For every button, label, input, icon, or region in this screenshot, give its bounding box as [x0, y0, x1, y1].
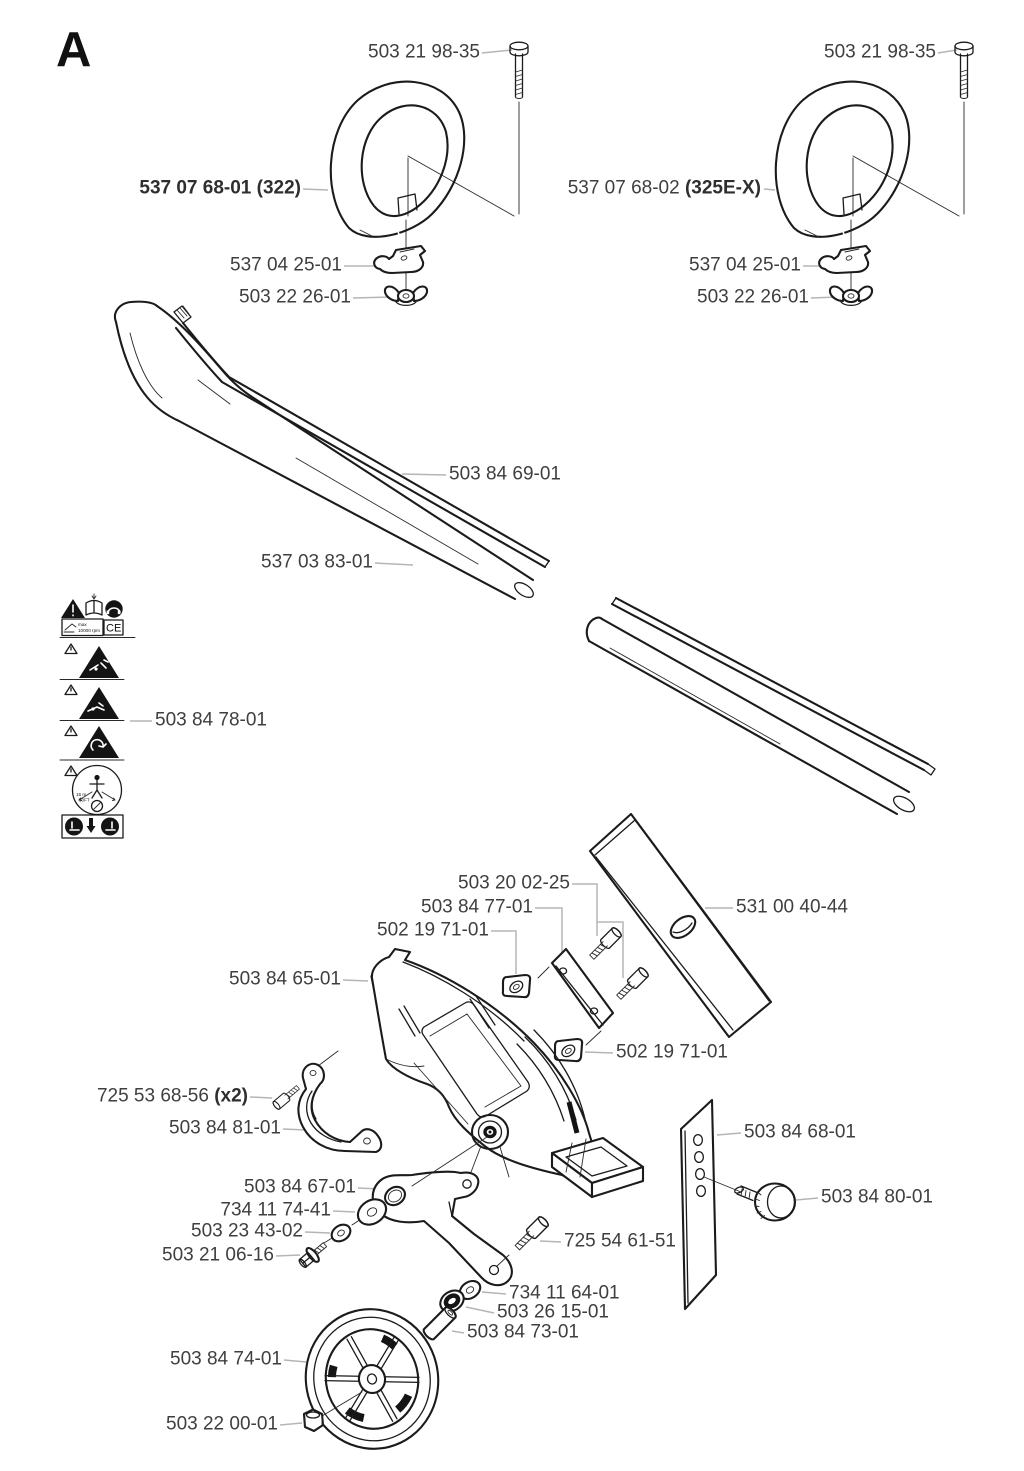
part-number-text: 503 21 98-35 [824, 41, 936, 63]
blade-drawing [590, 814, 771, 1037]
part-label-loop-handle-322 [139, 178, 301, 200]
ce-text: CE [106, 622, 122, 635]
lower-shaft-drawing [587, 598, 935, 815]
depth-gauge-plate-drawing [681, 1100, 741, 1309]
part-label-flange-bolt [162, 1245, 274, 1267]
part-label-wing-nut-left [239, 287, 351, 309]
part-label-wheel-bearing [497, 1302, 609, 1324]
part-label-bolt-handle-left [368, 42, 480, 64]
part-label-drive-shaft-rod [449, 464, 561, 486]
part-label-wing-nut-right [697, 287, 809, 309]
part-number-text: 503 22 00-01 [166, 1413, 278, 1435]
part-label-lock-nut-lower [616, 1042, 728, 1064]
part-label-decal-set [155, 710, 267, 732]
part-number-text: 725 54 61-51 [564, 1230, 676, 1252]
part-number-text: 725 53 68-56 [96, 1085, 215, 1107]
part-number-text: 503 23 43-02 [191, 1220, 303, 1242]
part-label-support-arm [244, 1177, 356, 1199]
ce-mark-icon [104, 620, 123, 635]
wheel-spacer-drawing [422, 1305, 458, 1341]
blade-contact-warning-icon [65, 685, 119, 719]
warning-triangle-icon [61, 599, 85, 618]
rotating-blade-warning-icon [65, 726, 119, 758]
thrown-objects-warning-icon [65, 644, 119, 678]
safety-decal-set [60, 594, 135, 838]
part-label-support-bar [421, 897, 533, 919]
part-label-washer-large [220, 1200, 331, 1222]
part-label-blade-bolts [458, 873, 570, 895]
part-number-text: 734 11 64-01 [509, 1282, 620, 1304]
part-number-text: 503 84 67-01 [244, 1176, 356, 1198]
distance-m-text: 15 m [76, 792, 87, 797]
part-number-text: 503 84 69-01 [449, 463, 561, 485]
rpm-text-line1: max [78, 622, 87, 627]
clamp-screw-drawing [272, 1084, 301, 1111]
shaft-clamp-drawing [298, 1051, 381, 1152]
part-number-text: 502 19 71-01 [377, 919, 489, 941]
knob-screw-drawing [734, 1184, 795, 1221]
part-number-bold: (x2) [214, 1085, 248, 1107]
part-label-knob-screw [821, 1187, 933, 1209]
max-rpm-icon [62, 619, 103, 636]
read-manual-icon [86, 594, 102, 615]
part-label-handle-clamp-left [230, 255, 342, 277]
part-label-shaft-tube [261, 552, 373, 574]
lock-nut-upper-drawing [503, 975, 530, 997]
part-label-handle-clamp-right [689, 255, 801, 277]
protective-boots-icon [62, 815, 123, 838]
part-label-lock-nut-upper [377, 920, 489, 942]
part-number-text: 503 21 06-16 [162, 1244, 274, 1266]
part-label-blade-guard [229, 969, 341, 991]
blade-bolt-2-drawing [615, 966, 650, 1001]
part-label-axle-nut [166, 1414, 278, 1436]
part-number-text: 503 20 02-25 [458, 872, 570, 894]
part-label-clamp-screws [97, 1086, 248, 1108]
flange-bolt-drawing [296, 1238, 331, 1271]
bystander-distance-icon [65, 766, 122, 815]
part-number-text: 503 84 73-01 [467, 1321, 579, 1343]
part-label-wheel-spacer [467, 1322, 579, 1344]
hearing-protection-icon [105, 600, 122, 617]
part-number-text: 503 84 77-01 [421, 896, 533, 918]
part-number-text: 503 84 81-01 [169, 1117, 281, 1139]
washer-small-drawing [329, 1221, 354, 1244]
blade-bolt-1-drawing [588, 926, 623, 961]
part-number-text: 502 19 71-01 [616, 1041, 728, 1063]
part-label-washer-small [191, 1221, 303, 1243]
part-label-bolt-handle-right [824, 42, 936, 64]
axle-nut-drawing [304, 1410, 323, 1432]
part-number-text: 503 84 74-01 [170, 1348, 282, 1370]
part-number-text: 537 04 25-01 [230, 254, 342, 276]
part-number-text: 537 04 25-01 [689, 254, 801, 276]
part-number-text: 537 07 68-02 [567, 177, 685, 199]
part-label-support-wheel [170, 1349, 282, 1371]
lock-nut-lower-drawing [555, 1039, 582, 1061]
part-label-shaft-clamp [169, 1118, 281, 1140]
support-wheel-drawing [291, 1295, 453, 1463]
part-number-text: 531 00 40-44 [736, 896, 848, 918]
distance-ft-text: 50FT [79, 797, 90, 803]
part-number-text: 503 84 78-01 [155, 709, 267, 731]
part-label-arm-bolt [564, 1231, 676, 1253]
part-number-text: 503 84 68-01 [744, 1121, 856, 1143]
part-number-text: 734 11 74-41 [220, 1199, 331, 1221]
rpm-text-line2: 10000 rpm [78, 628, 100, 633]
part-label-depth-gauge-plate [744, 1122, 856, 1144]
part-number-text: 503 26 15-01 [497, 1301, 609, 1323]
part-number-text: 503 21 98-35 [368, 41, 480, 63]
part-number-bold: (325E-X) [684, 177, 761, 199]
arm-bolt-drawing [513, 1215, 550, 1252]
part-number-text: 537 03 83-01 [261, 551, 373, 573]
part-number-text: 503 22 26-01 [697, 286, 809, 308]
section-letter: A [56, 23, 92, 77]
part-number-text: 503 84 65-01 [229, 968, 341, 990]
part-number-text: 503 84 80-01 [821, 1186, 933, 1208]
support-bar-drawing [538, 949, 613, 1045]
part-number-text: 503 22 26-01 [239, 286, 351, 308]
part-label-blade [736, 897, 848, 919]
part-label-loop-handle-325ex [568, 178, 761, 200]
support-arm-drawing [373, 1172, 512, 1285]
part-number-bold: 537 07 68-01 (322) [139, 177, 301, 199]
